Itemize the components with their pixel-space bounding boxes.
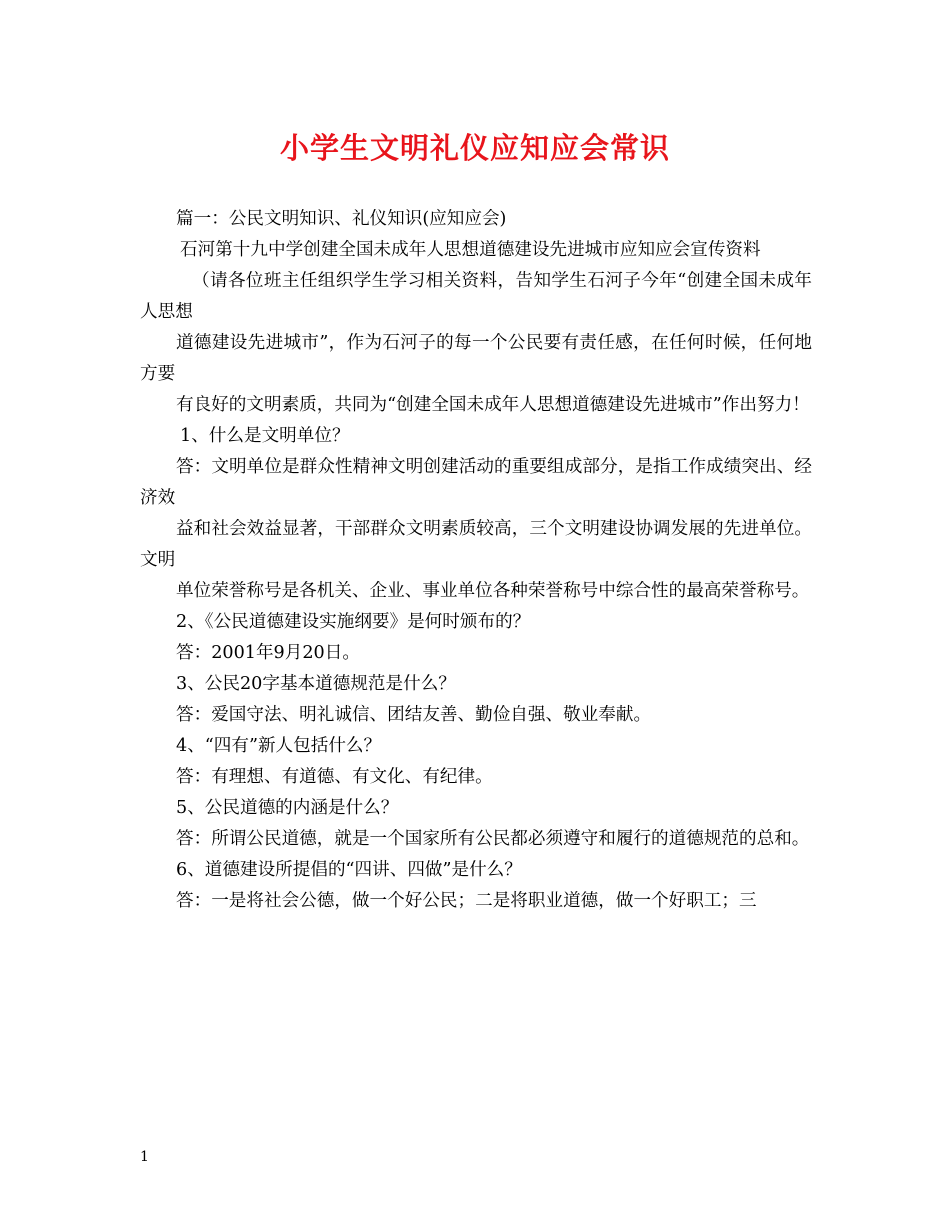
answer-item: 答：2001年9月20日。 — [176, 643, 360, 663]
document-title: 小学生文明礼仪应知应会常识 — [279, 131, 670, 165]
document-body — [140, 204, 812, 917]
question-item: 2、《公民道德建设实施纲要》是何时颁布的？ — [176, 612, 531, 632]
answer-item: 单位荣誉称号是各机关、企业、事业单位各种荣誉称号中综合性的最高荣誉称号。 — [176, 581, 810, 601]
paragraph: 有良好的文明素质，共同为“创建全国未成年人思想道德建设先进城市”作出努力！ — [176, 395, 810, 415]
answer-item: 答：有理想、有道德、有文化、有纪律。 — [176, 767, 493, 787]
question-item: 4、“四有”新人包括什么？ — [176, 736, 382, 756]
paragraph-heading: 篇一：公民文明知识、礼仪知识(应知应会) — [176, 209, 507, 229]
question-item: 3、公民20字基本道德规范是什么？ — [176, 674, 456, 694]
paragraph: （请各位班主任组织学生学习相关资料，告知学生石河子今年“创建全国未成年人思想 — [140, 271, 812, 322]
answer-item: 答：一是将社会公德，做一个好公民；二是将职业道德，做一个好职工；三 — [176, 891, 757, 911]
question-item: 6、道德建设所提倡的“四讲、四做”是什么？ — [176, 860, 522, 880]
answer-item: 答：所谓公民道德，就是一个国家所有公民都必须遵守和履行的道德规范的总和。 — [176, 829, 810, 849]
answer-item: 答：爱国守法、明礼诚信、团结友善、勤俭自强、敬业奉献。 — [176, 705, 652, 725]
paragraph: 石河第十九中学创建全国未成年人思想道德建设先进城市应知应会宣传资料 — [180, 240, 761, 260]
paragraph: 道德建设先进城市”，作为石河子的每一个公民要有责任感，在任何时候，任何地方要 — [140, 333, 812, 384]
page-number: 1 — [140, 1149, 149, 1165]
answer-item: 益和社会效益显著，干部群众文明素质较高，三个文明建设协调发展的先进单位。文明 — [140, 519, 812, 570]
question-item: 1、什么是文明单位？ — [180, 426, 350, 446]
answer-item: 答：文明单位是群众性精神文明创建活动的重要组成部分，是指工作成绩突出、经济效 — [140, 457, 812, 508]
question-item: 5、公民道德的内涵是什么？ — [176, 798, 399, 818]
